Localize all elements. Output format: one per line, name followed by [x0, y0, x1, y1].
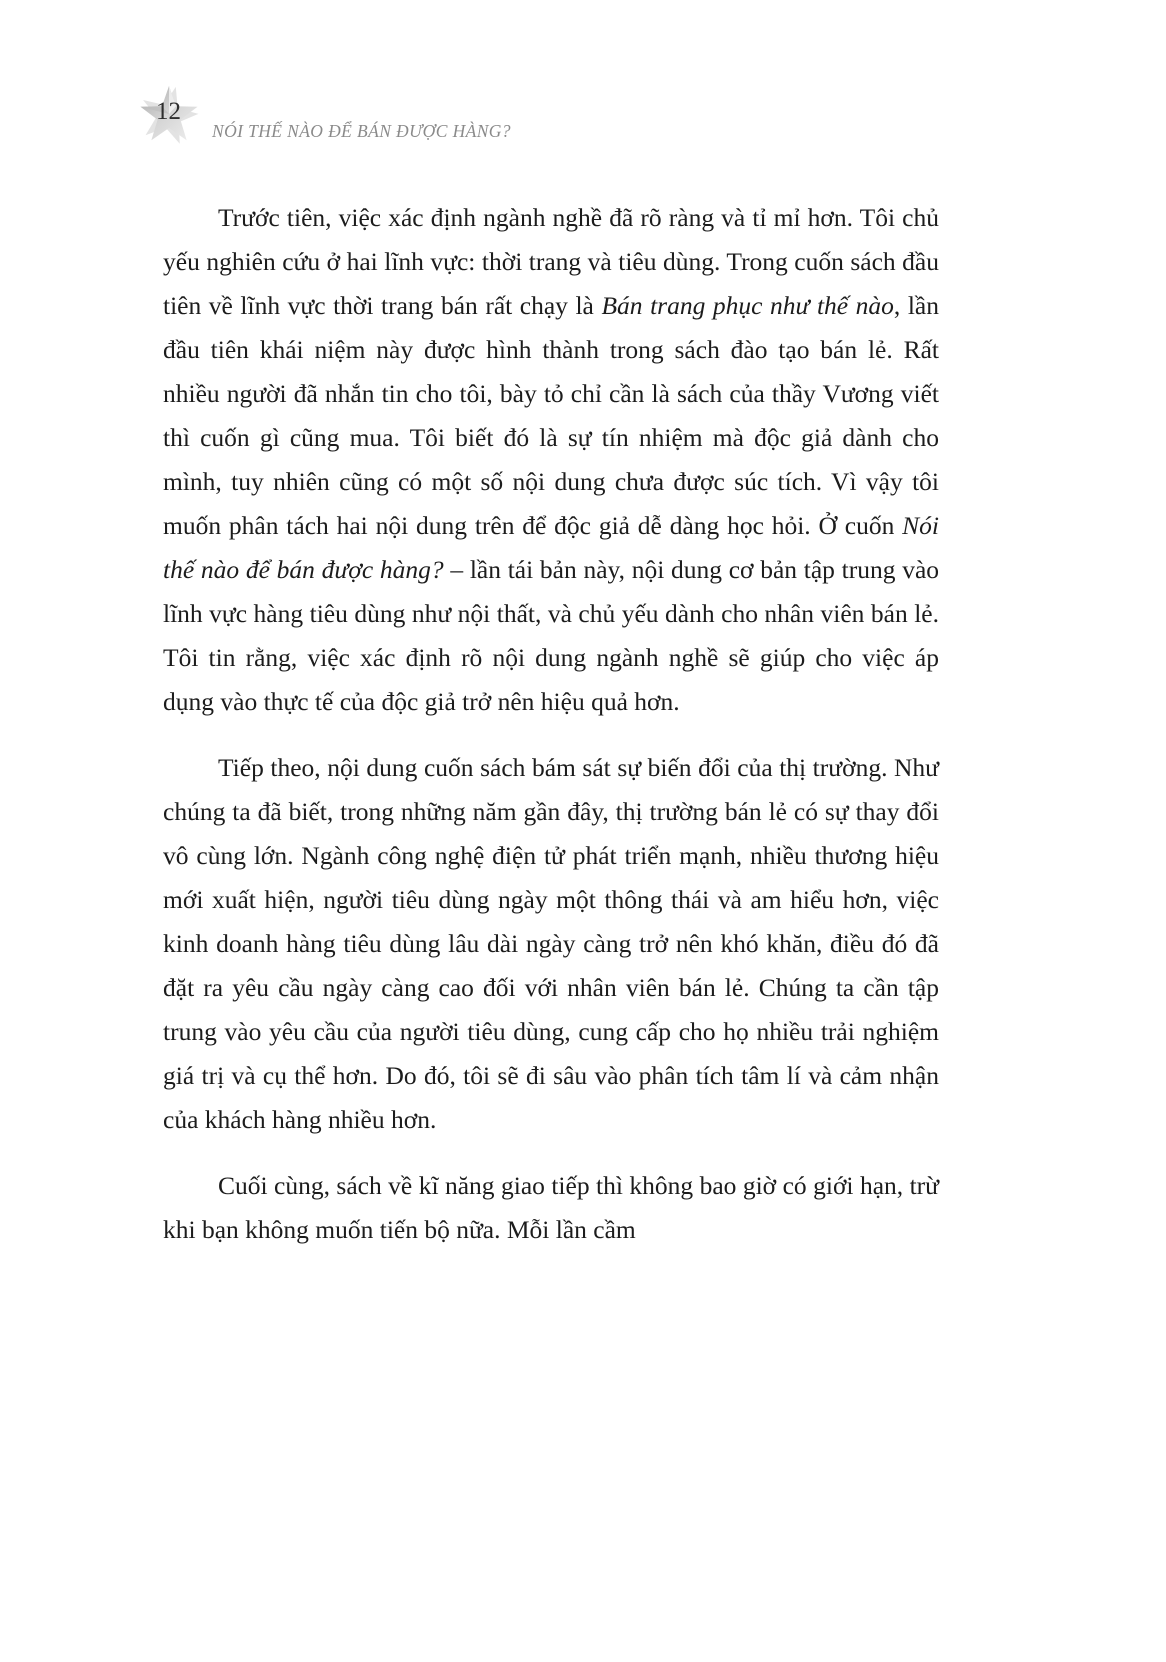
text-segment: , lần đầu tiên khái niệm này được hình thành trong sách đào tạo bán lẻ. Rất nhiều người đã nhắn tin cho tôi, bày tỏ chỉ cần là sách của thầy Vương viết thì cuốn gì cũng mua. Tôi biết đó là sự tín nhiệm mà độc giả dành cho mình, tuy nhiên cũng có một số nội dung chưa được súc tích. Vì vậy tôi muốn phân tách hai nội dung trên để độc giả dễ dàng học hỏi. Ở cuốn — [163, 291, 940, 540]
book-title-italic: Bán trang phục như thế nào — [601, 291, 894, 320]
paragraph-2 — [163, 746, 939, 1142]
text-segment: – lần tái bản này, nội dung cơ bản tập trung vào lĩnh vực hàng tiêu dùng như nội thất, và chủ yếu dành cho nhân viên bán lẻ. Tôi tin rằng, việc xác định rõ nội dung ngành nghề sẽ giúp cho việc áp dụng vào thực tế của độc giả trở nên hiệu quả hơn. — [163, 555, 940, 716]
text-segment: Tiếp theo, nội dung cuốn sách bám sát sự biến đổi của thị trường. Như chúng ta đã biết, trong những năm gần đây, thị trường bán lẻ có sự thay đổi vô cùng lớn. Ngành công nghệ điện tử phát triển mạnh, nhiều thương hiệu mới xuất hiện, người tiêu dùng ngày một thông thái và am hiểu hơn, việc kinh doanh hàng tiêu dùng lâu dài ngày càng trở nên khó khăn, điều đó đã đặt ra yêu cầu ngày càng cao đối với nhân viên bán lẻ. Chúng ta cần tập trung vào yêu cầu của người tiêu dùng, cung cấp cho họ nhiều trải nghiệm giá trị và cụ thể hơn. Do đó, tôi sẽ đi sâu vào phân tích tâm lí và cảm nhận của khách hàng nhiều hơn. — [163, 753, 939, 1134]
paragraph-3 — [163, 1164, 939, 1252]
text-segment: Cuối cùng, sách về kĩ năng giao tiếp thì không bao giờ có giới hạn, trừ khi bạn không muốn tiến bộ nữa. Mỗi lần cầm — [163, 1171, 939, 1244]
page-number: 12 — [156, 98, 181, 125]
page-content — [163, 196, 939, 1274]
running-title: NÓI THẾ NÀO ĐỂ BÁN ĐƯỢC HÀNG? — [212, 121, 511, 141]
book-title-italic: Nói thế nào để bán được hàng? — [163, 511, 939, 584]
paragraph-1 — [163, 196, 939, 724]
text-segment: Trước tiên, việc xác định ngành nghề đã rõ ràng và tỉ mỉ hơn. Tôi chủ yếu nghiên cứu ở hai lĩnh vực: thời trang và tiêu dùng. Trong cuốn sách đầu tiên về lĩnh vực thời trang bán rất chạy là — [163, 203, 939, 320]
page-header — [136, 84, 511, 148]
star-icon — [136, 84, 202, 148]
